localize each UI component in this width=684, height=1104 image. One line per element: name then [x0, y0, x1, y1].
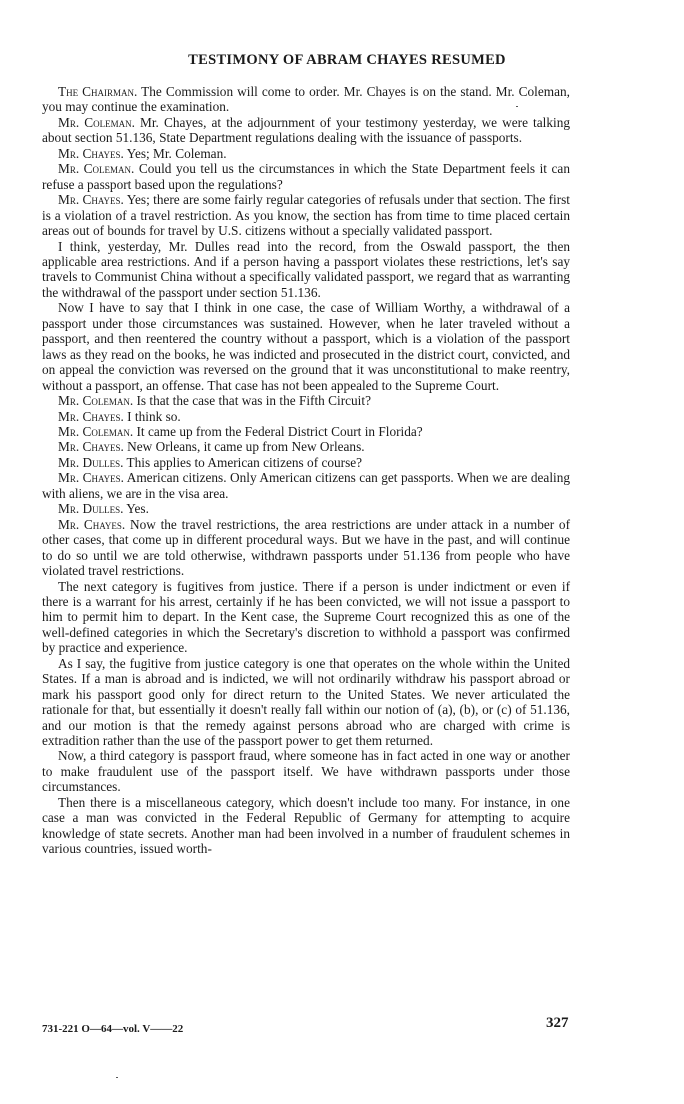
- testimony-paragraph: [42, 795, 570, 857]
- speaker-name: Mr. Dulles.: [58, 501, 124, 517]
- testimony-paragraph: [42, 161, 570, 192]
- paragraph-text: Yes; there are some fairly regular categories of refusals under that section. The first is a violation of a travel restriction. As you know, the section has from time to time placed certain areas out of bounds for travel by U.S. citizens without a specially validated passport.: [42, 192, 570, 239]
- speaker-name: Mr. Chayes.: [58, 439, 124, 455]
- paragraph-text: Now I have to say that I think in one case, the case of William Worthy, a withdrawal of a passport under those circumstances was sustained. However, when he later traveled without a passport, and then reentered the country without a passport, which is a violation of the passport laws as they read on the books, he was indicted and prosecuted in the district court, convicted, and on appeal the conviction was reversed on the ground that it was unconstitutional to make reentry, without a passport, an offense. That case has not been appealed to the Supreme Court.: [42, 300, 570, 393]
- paragraph-text: I think so.: [123, 408, 181, 424]
- speaker-name: Mr. Coleman.: [58, 161, 135, 177]
- paragraph-text: The next category is fugitives from justice. There if a person is under indictment or even if there is a warrant for his arrest, certainly if he has been convicted, we will not issue a passport to him to permit him to depart. In the Kent case, the Supreme Court recognized this as one of the well-defined categories in which the Secretary's discretion to withhold a passport was confirmed by practice and experience.: [42, 578, 570, 656]
- speaker-name: Mr. Coleman.: [58, 393, 134, 409]
- paragraph-text: Yes; Mr. Coleman.: [123, 145, 227, 161]
- print-identifier: 731-221 O—64—vol. V——22: [42, 1023, 184, 1035]
- testimony-paragraph: [42, 192, 570, 238]
- testimony-paragraph: [42, 579, 570, 656]
- speaker-name: Mr. Dulles.: [58, 454, 124, 470]
- paragraph-text: New Orleans, it came up from New Orleans.: [123, 439, 365, 455]
- speaker-name: Mr. Chayes.: [58, 145, 124, 161]
- speaker-name: Mr. Chayes.: [58, 408, 124, 424]
- speaker-name: Mr. Chayes.: [58, 470, 124, 486]
- testimony-paragraph: [42, 393, 570, 408]
- paragraph-text: Then there is a miscellaneous category, which doesn't include too many. For instance, in one case a man was convicted in the Federal Republic of Germany for attempting to acquire knowledge of state secrets. Another man had been involved in a number of fraudulent schemes in various countries, issued worth-: [42, 794, 570, 857]
- speaker-name: Mr. Chayes.: [58, 192, 124, 208]
- testimony-paragraph: [42, 84, 570, 115]
- page-number: 327: [546, 1015, 569, 1031]
- paragraph-text: Is that the case that was in the Fifth Circuit?: [133, 393, 371, 409]
- testimony-paragraph: [42, 239, 570, 301]
- testimony-paragraph: [42, 409, 570, 424]
- page-title: TESTIMONY OF ABRAM CHAYES RESUMED: [188, 52, 506, 68]
- testimony-paragraph: [42, 748, 570, 794]
- paragraph-text: As I say, the fugitive from justice category is one that operates on the whole within the United States. If a man is abroad and is indicted, we will not ordinarily withdraw his passport abroad or mark his passport good only for direct return to the United States. We never articulated the rationale for that, but essentially it doesn't really fall within our notion of (a), (b), or (c) of 51.136, and our motion is that the remedy against persons abroad who are charged with crime is extradition rather than the use of the passport power to get them returned.: [42, 655, 570, 749]
- testimony-paragraph: [42, 517, 570, 579]
- speaker-name: Mr. Coleman.: [58, 423, 134, 439]
- speaker-name: Mr. Coleman.: [58, 114, 135, 130]
- testimony-paragraph: [42, 501, 570, 516]
- paragraph-text: The Commission will come to order. Mr. Chayes is on the stand. Mr. Coleman, you may continue the examination.: [42, 84, 570, 115]
- paragraph-text: This applies to American citizens of course?: [123, 454, 363, 470]
- speaker-name: Mr. Chayes.: [58, 516, 126, 532]
- paragraph-text: I think, yesterday, Mr. Dulles read into the record, from the Oswald passport, the then applicable area restrictions. And if a person having a passport violates these restrictions, let's say travels to Communist China without a specifically validated passport, we regard that as warranting the withdrawal of the passport under section 51.136.: [42, 238, 570, 300]
- paragraph-text: Mr. Chayes, at the adjournment of your testimony yesterday, we were talking about section 51.136, State Department regulations dealing with the issuance of passports.: [42, 114, 570, 146]
- testimony-paragraph: [42, 115, 570, 146]
- testimony-paragraph: [42, 656, 570, 749]
- paragraph-text: Now the travel restrictions, the area restrictions are under attack in a number of other cases, that come up in different procedural ways. But we have in the past, and will continue to do so until we are told otherwise, withdrawn passports under 51.136 from people who have violated travel restrictions.: [42, 516, 571, 579]
- testimony-paragraph: [42, 146, 570, 161]
- testimony-paragraph: [42, 300, 570, 393]
- testimony-paragraph: [42, 455, 570, 470]
- speaker-name: The Chairman.: [58, 84, 138, 99]
- paragraph-text: Now, a third category is passport fraud, where someone has in fact acted in one way or another to make fraudulent use of the passport itself. We have withdrawn passports under those circumstances.: [42, 748, 570, 795]
- testimony-body: [42, 84, 570, 857]
- print-speck: [516, 106, 518, 107]
- testimony-paragraph: [42, 424, 570, 439]
- paragraph-text: Could you tell us the circumstances in which the State Department feels it can refuse a passport based upon the regulations?: [42, 161, 570, 192]
- paragraph-text: Yes.: [123, 501, 149, 517]
- paragraph-text: American citizens. Only American citizens can get passports. When we are dealing with aliens, we are in the visa area.: [42, 470, 571, 501]
- testimony-paragraph: [42, 439, 570, 454]
- testimony-paragraph: [42, 470, 570, 501]
- print-speck: [116, 1077, 118, 1078]
- paragraph-text: It came up from the Federal District Court in Florida?: [133, 423, 423, 439]
